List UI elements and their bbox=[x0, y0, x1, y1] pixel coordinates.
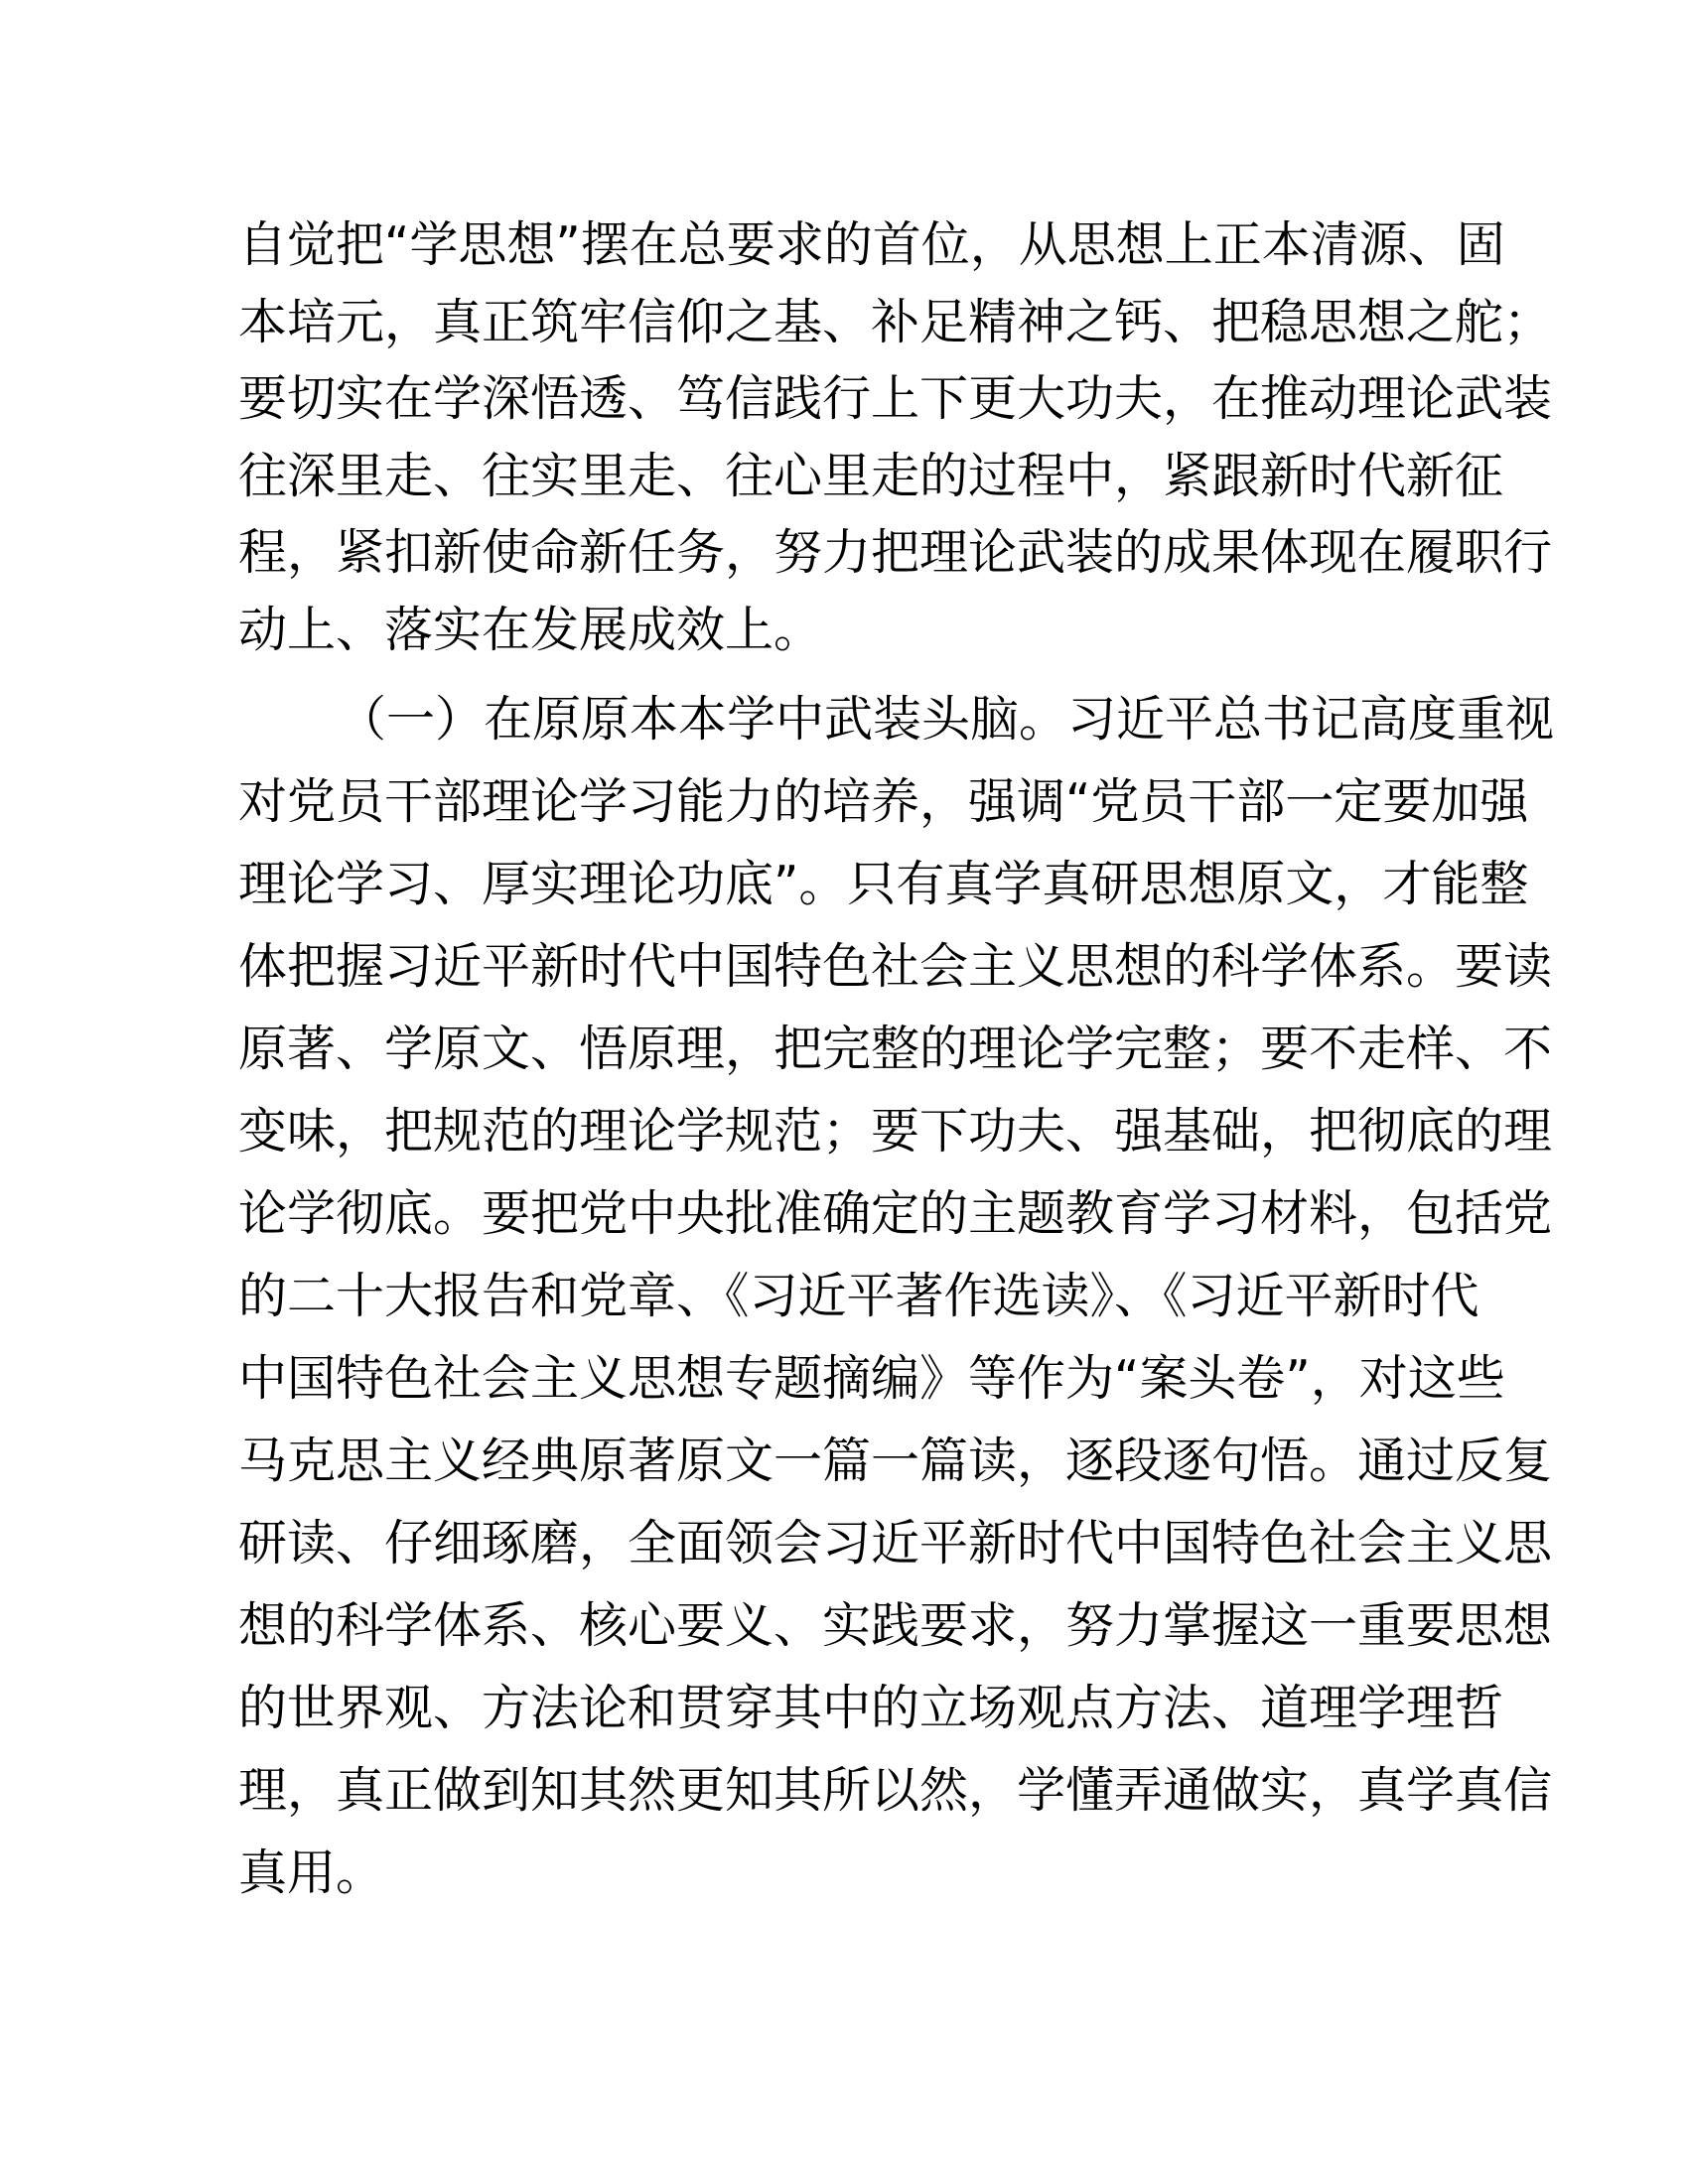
text-line: 中国特色社会主义思想专题摘编》等作为“案头卷”，对这些 bbox=[238, 1350, 1505, 1407]
text-line: 理论学习、厚实理论功底”。只有真学真研思想原文，才能整 bbox=[238, 856, 1529, 912]
text-line: 自觉把“学思想”摆在总要求的首位，从思想上正本清源、固 bbox=[238, 216, 1505, 273]
text-line: 本培元，真正筑牢信仰之基、补足精神之钙、把稳思想之舵； bbox=[238, 293, 1553, 350]
text-line: 理，真正做到知其然更知其所以然，学懂弄通做实，真学真信 bbox=[238, 1762, 1553, 1819]
text-line: （一）在原原本本学中武装头脑。习近平总书记高度重视 bbox=[338, 691, 1555, 748]
text-line: 体把握习近平新时代中国特色社会主义思想的科学体系。要读 bbox=[238, 938, 1553, 995]
text-line: 变味，把规范的理论学规范；要下功夫、强基础，把彻底的理 bbox=[238, 1103, 1553, 1160]
text-line: 程，紧扣新使命新任务，努力把理论武装的成果体现在履职行 bbox=[238, 524, 1553, 581]
text-line: 往深里走、往实里走、往心里走的过程中，紧跟新时代新征 bbox=[238, 447, 1504, 504]
text-line: 的世界观、方法论和贯穿其中的立场观点方法、道理学理哲 bbox=[238, 1680, 1504, 1736]
text-line: 的二十大报告和党章、《习近平著作选读》、《习近平新时代 bbox=[238, 1268, 1479, 1324]
text-line: 要切实在学深悟透、笃信践行上下更大功夫，在推动理论武装 bbox=[238, 370, 1553, 427]
text-line: 论学彻底。要把党中央批准确定的主题教育学习材料，包括党 bbox=[238, 1185, 1553, 1242]
text-line: 真用。 bbox=[238, 1844, 385, 1901]
text-line: 对党员干部理论学习能力的培养，强调“党员干部一定要加强 bbox=[238, 773, 1529, 830]
text-line: 研读、仔细琢磨，全面领会习近平新时代中国特色社会主义思 bbox=[238, 1515, 1553, 1571]
text-line: 动上、落实在发展成效上。 bbox=[238, 601, 823, 658]
text-line: 原著、学原文、悟原理，把完整的理论学完整；要不走样、不 bbox=[238, 1021, 1553, 1077]
text-line: 想的科学体系、核心要义、实践要求，努力掌握这一重要思想 bbox=[238, 1597, 1553, 1654]
text-line: 马克思主义经典原著原文一篇一篇读，逐段逐句悟。通过反复 bbox=[238, 1433, 1553, 1489]
